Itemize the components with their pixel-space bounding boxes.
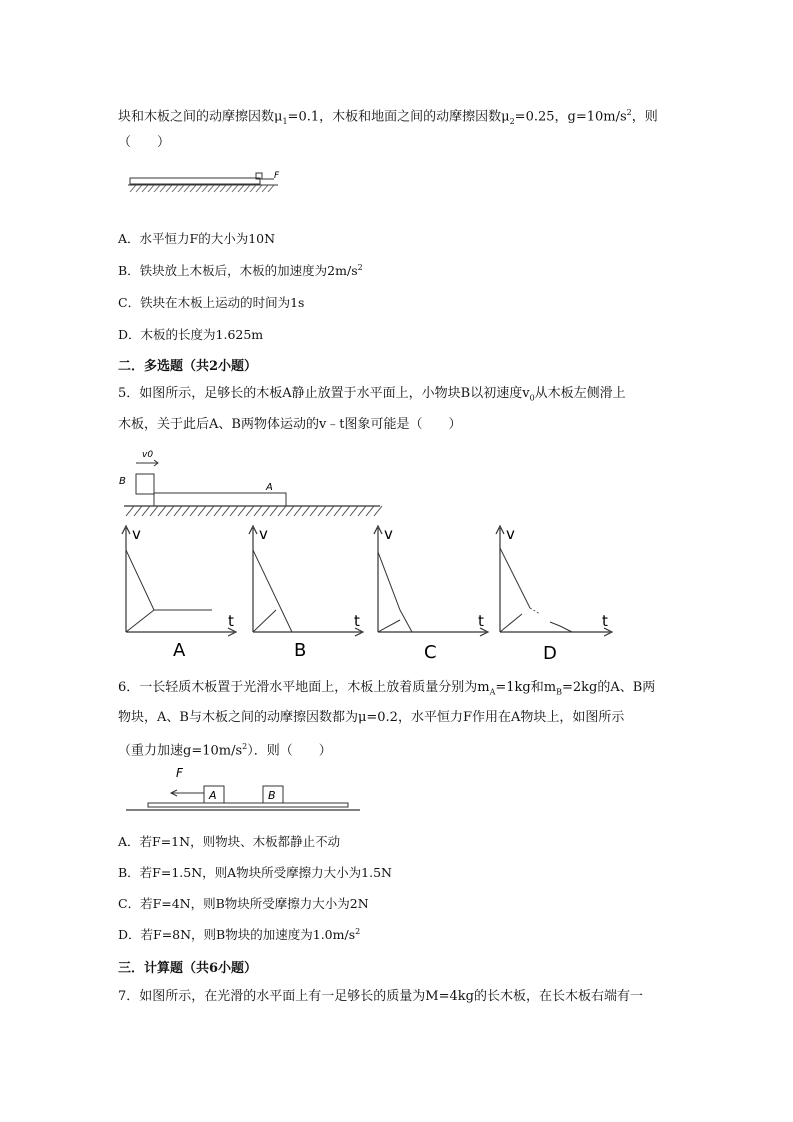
q4-option-b-text: B．铁块放上木板后，木板的加速度为2m/s	[118, 263, 358, 278]
q6-board	[148, 803, 348, 807]
q5-graph-c	[374, 525, 488, 663]
q4-text-line1	[118, 104, 658, 131]
q4-option-c: C．铁块在木板上运动的时间为1s	[118, 295, 305, 310]
q5-v0-label: v0	[142, 450, 154, 460]
q5-graph-d-v: v	[506, 525, 515, 543]
q5-vt-graphs	[116, 522, 636, 664]
q5-graph-d-t: t	[602, 612, 608, 630]
q4-force-label: F	[274, 171, 280, 181]
q4-ground-hatch	[130, 185, 274, 192]
q6-line3-b: ）．则（ ）	[247, 743, 332, 759]
q5-line1-b: 从木板左侧滑上	[534, 386, 626, 401]
q5-ground-hatch	[126, 506, 382, 516]
q6-option-d-sup: 2	[355, 926, 361, 936]
q6-line1-b: =1kg和m	[495, 680, 557, 695]
q6-line3	[118, 738, 332, 760]
section-heading-multi-choice: 二．多选题（共2小题）	[118, 359, 258, 374]
q5-line2: 木板，关于此后A、B两物体运动的v﹣t图象可能是（ ）	[118, 417, 462, 432]
q6-option-c: C．若F=4N，则B物块所受摩擦力大小为2N	[118, 896, 369, 911]
q5-graph-c-t: t	[478, 612, 484, 630]
q6-block-b-label: B	[268, 789, 276, 802]
q5-graph-b-t: t	[354, 612, 360, 630]
q5-setup-figure	[116, 446, 386, 518]
q5-block-b-label: B	[119, 476, 126, 487]
q5-graph-b-label: B	[294, 640, 307, 661]
q6-sub-a: A	[489, 687, 496, 697]
q4-text-b: =0.1，木板和地面之间的动摩擦因数μ	[287, 109, 510, 125]
q5-graph-b	[249, 525, 363, 661]
q4-option-a: A．水平恒力F的大小为10N	[118, 231, 276, 246]
q6-option-a: A．若F=1N，则物块、木板都静止不动	[118, 834, 341, 849]
q4-option-b-sup: 2	[357, 262, 363, 272]
q5-graph-c-label: C	[424, 642, 437, 663]
q6-line1	[118, 679, 655, 702]
q6-option-b: B．若F=1.5N，则A物块所受摩擦力大小为1.5N	[118, 865, 392, 880]
q4-figure	[128, 168, 298, 198]
q4-sub1: 1	[282, 116, 288, 126]
q6-figure	[124, 764, 364, 816]
q5-graph-c-v: v	[384, 525, 393, 543]
section-heading-calculation: 三．计算题（共6小题）	[118, 961, 258, 976]
q6-force-label: F	[176, 766, 183, 780]
q4-option-d: D．木板的长度为1.625m	[118, 327, 264, 342]
q6-line3-a: （重力加速g=10m/s	[118, 743, 243, 759]
q6-line2: 物块，A、B与木板之间的动摩擦因数都为μ=0.2，水平恒力F作用在A物块上，如图所示	[118, 710, 625, 725]
q4-sup: 2	[626, 108, 632, 117]
q5-graph-a-v: v	[132, 525, 141, 543]
q6-option-d	[118, 925, 360, 943]
q4-sub2: 2	[509, 116, 515, 126]
q6-option-d-text: D．若F=8N，则B物块的加速度为1.0m/s	[118, 927, 356, 942]
q5-line1	[118, 385, 626, 408]
q7-line1: 7．如图所示，在光滑的水平面上有一足够长的质量为M=4kg的长木板，在长木板右端有一	[118, 989, 643, 1004]
q5-graph-a-label: A	[173, 640, 186, 661]
q4-text-c: =0.25，g=10m/s	[514, 109, 627, 125]
q5-line1-sub: 0	[529, 393, 535, 403]
q5-board-a	[154, 493, 286, 506]
q6-line1-a: 6．一长轻质木板置于光滑水平地面上，木板上放着质量分别为m	[118, 680, 490, 695]
q5-board-a-label: A	[266, 482, 273, 493]
q6-line3-sup: 2	[242, 742, 248, 751]
q6-sub-b: B	[556, 687, 562, 697]
q5-block-b	[136, 474, 154, 494]
q5-graph-b-v: v	[259, 525, 268, 543]
q6-line1-c: =2kg的A、B两	[561, 680, 656, 695]
q5-graph-a-t: t	[228, 612, 234, 630]
q4-text-a: 块和木板之间的动摩擦因数μ	[118, 109, 283, 125]
q5-graph-d	[496, 525, 612, 664]
q4-option-b	[118, 261, 363, 279]
q4-text-d: ，则	[631, 109, 658, 125]
q4-paren: （ ）	[118, 135, 171, 150]
q5-line1-a: 5．如图所示，足够长的木板A静止放置于水平面上，小物块B以初速度v	[118, 386, 530, 401]
q6-block-a-label: A	[209, 789, 217, 802]
q5-graph-d-label: D	[543, 643, 557, 664]
q5-graph-a	[122, 525, 236, 661]
q4-board	[130, 178, 260, 184]
